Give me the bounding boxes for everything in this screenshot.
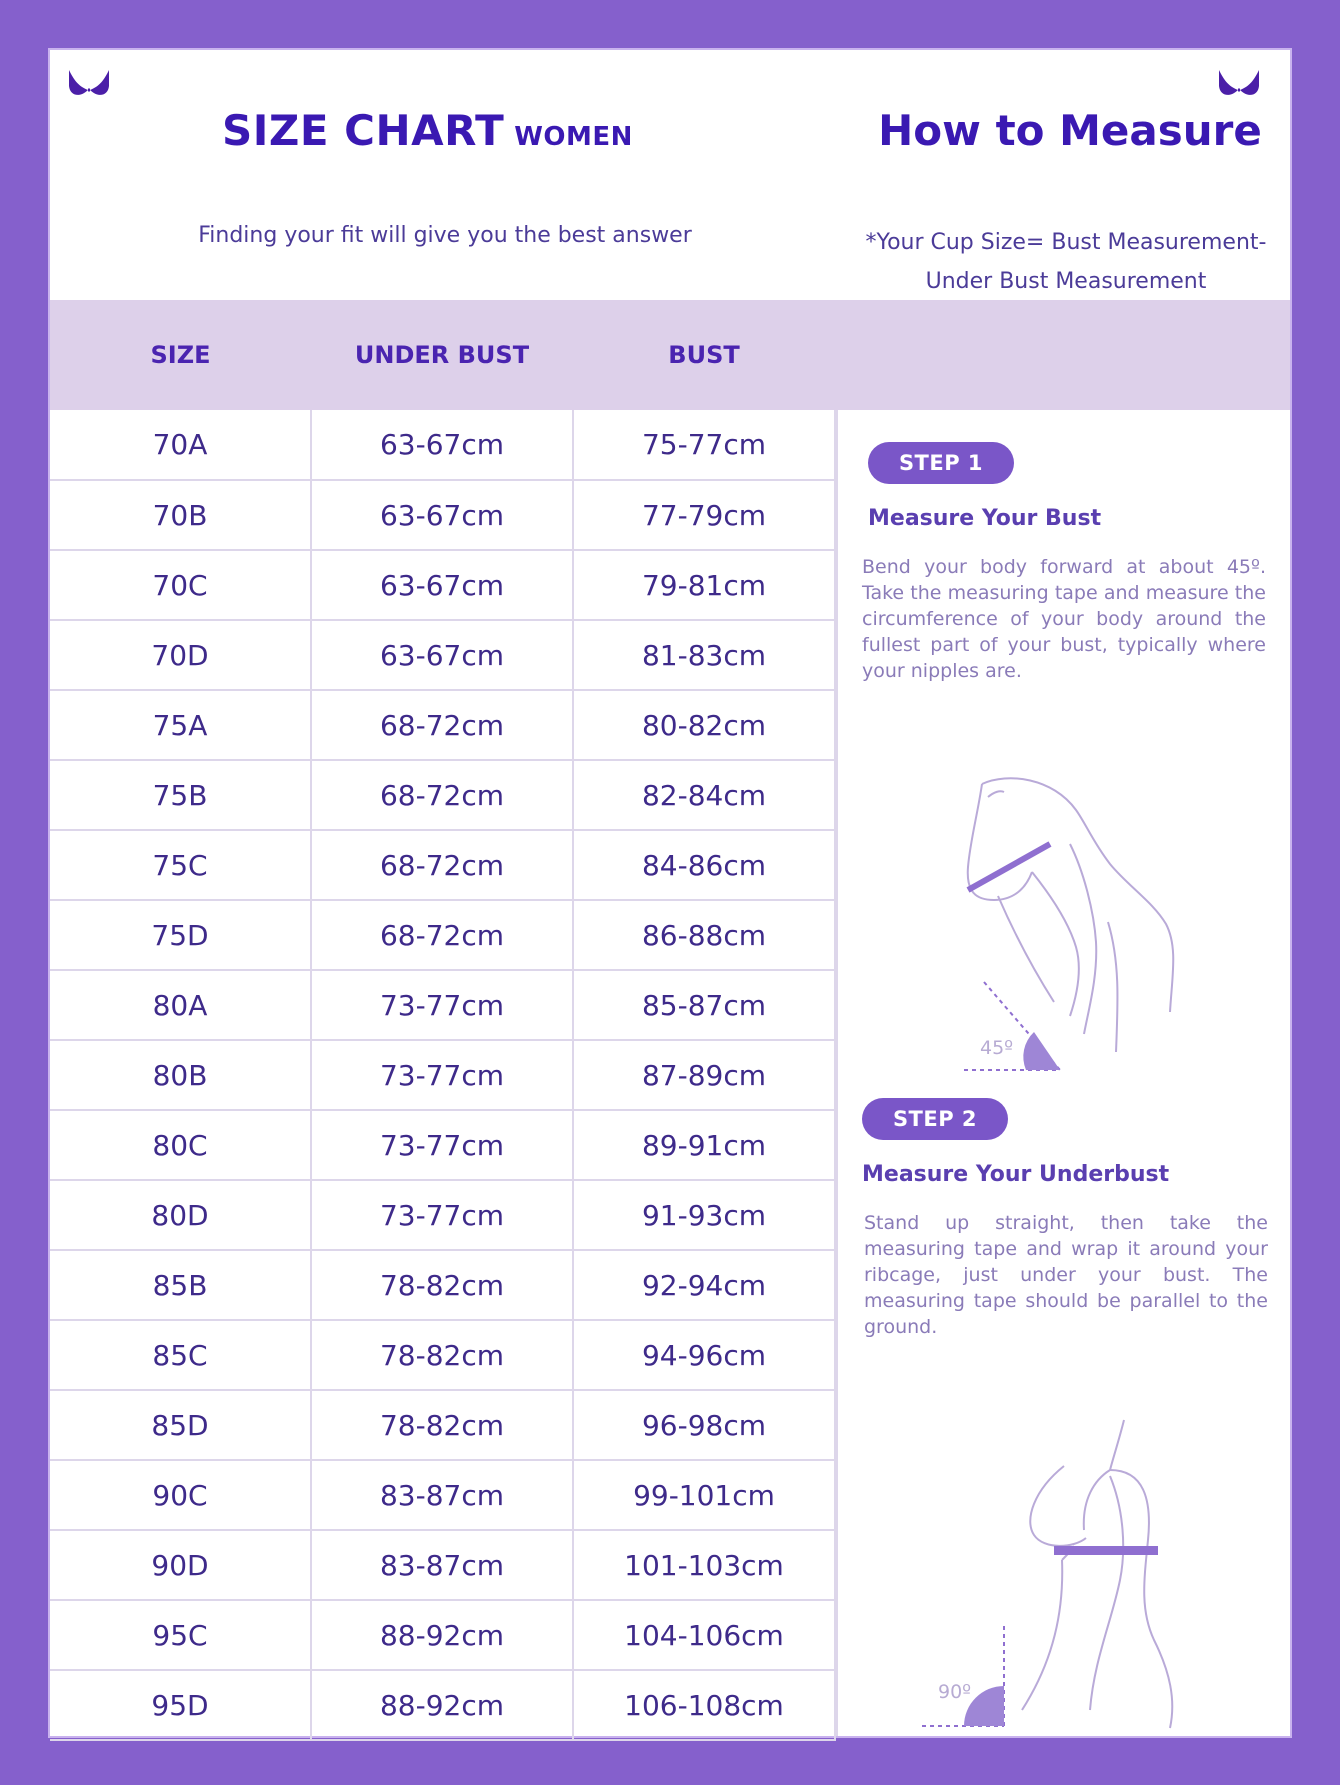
- table-row: [50, 1040, 835, 1110]
- under-bust-cell: 68-72cm: [311, 900, 573, 970]
- subtitle: Finding your fit will give you the best answer: [198, 223, 692, 248]
- table-row: [50, 970, 835, 1040]
- under-bust-cell: 78-82cm: [311, 1320, 573, 1390]
- step-2-badge: STEP 2: [862, 1098, 1008, 1140]
- column-header-bust: BUST: [668, 341, 740, 369]
- under-bust-cell: 78-82cm: [311, 1390, 573, 1460]
- table-row: [50, 690, 835, 760]
- under-bust-cell: 73-77cm: [311, 1180, 573, 1250]
- bust-cell: 75-77cm: [573, 410, 835, 480]
- bust-cell: 81-83cm: [573, 620, 835, 690]
- size-cell: 85B: [50, 1250, 311, 1320]
- table-row: [50, 1530, 835, 1600]
- bust-cell: 91-93cm: [573, 1180, 835, 1250]
- angle-45-label: 45º: [980, 1037, 1014, 1059]
- size-cell: 80A: [50, 970, 311, 1040]
- bust-cell: 77-79cm: [573, 480, 835, 550]
- under-bust-cell: 63-67cm: [311, 550, 573, 620]
- cup-size-note-line1: *Your Cup Size= Bust Measurement-: [865, 230, 1267, 255]
- under-bust-cell: 68-72cm: [311, 830, 573, 900]
- table-row: [50, 1180, 835, 1250]
- under-bust-cell: 73-77cm: [311, 970, 573, 1040]
- step-1-text: Bend your body forward at about 45º. Take the measuring tape and measure the circumference of your body around the fullest part of your bust, typically where your nipples are.: [862, 556, 1266, 682]
- title-main: SIZE CHART: [222, 106, 505, 155]
- bust-cell: 86-88cm: [573, 900, 835, 970]
- bust-cell: 99-101cm: [573, 1460, 835, 1530]
- size-chart-title: [222, 106, 633, 155]
- under-bust-cell: 83-87cm: [311, 1530, 573, 1600]
- how-to-measure-title: How to Measure: [878, 106, 1262, 155]
- size-cell: 95D: [50, 1670, 311, 1740]
- bust-cell: 106-108cm: [573, 1670, 835, 1740]
- bust-cell: 85-87cm: [573, 970, 835, 1040]
- size-cell: 70B: [50, 480, 311, 550]
- step-1-title: Measure Your Bust: [868, 506, 1102, 531]
- size-cell: 90C: [50, 1460, 311, 1530]
- table-row: [50, 900, 835, 970]
- angle-90-label: 90º: [938, 1681, 972, 1703]
- bra-logo-icon: [66, 66, 112, 104]
- column-header-under-bust: UNDER BUST: [354, 341, 530, 369]
- cup-size-note: [846, 223, 1286, 301]
- size-cell: 75A: [50, 690, 311, 760]
- size-chart-card: [50, 50, 1290, 1736]
- under-bust-cell: 88-92cm: [311, 1600, 573, 1670]
- size-cell: 95C: [50, 1600, 311, 1670]
- size-cell: 90D: [50, 1530, 311, 1600]
- underbust-measure-illustration: [914, 1410, 1214, 1730]
- bra-logo-icon: [1216, 66, 1262, 104]
- table-row: [50, 760, 835, 830]
- under-bust-cell: 73-77cm: [311, 1040, 573, 1110]
- under-bust-cell: 73-77cm: [311, 1110, 573, 1180]
- size-cell: 80D: [50, 1180, 311, 1250]
- under-bust-cell: 68-72cm: [311, 690, 573, 760]
- table-row: [50, 1460, 835, 1530]
- bust-cell: 104-106cm: [573, 1600, 835, 1670]
- bust-cell: 96-98cm: [573, 1390, 835, 1460]
- under-bust-cell: 63-67cm: [311, 410, 573, 480]
- bust-cell: 80-82cm: [573, 690, 835, 760]
- under-bust-cell: 68-72cm: [311, 760, 573, 830]
- under-bust-cell: 88-92cm: [311, 1670, 573, 1740]
- table-row: [50, 1110, 835, 1180]
- table-row: [50, 830, 835, 900]
- under-bust-cell: 78-82cm: [311, 1250, 573, 1320]
- table-header-band: [50, 300, 1290, 410]
- table-row: [50, 480, 835, 550]
- bust-cell: 87-89cm: [573, 1040, 835, 1110]
- size-cell: 70A: [50, 410, 311, 480]
- bust-cell: 92-94cm: [573, 1250, 835, 1320]
- under-bust-cell: 83-87cm: [311, 1460, 573, 1530]
- size-cell: 75B: [50, 760, 311, 830]
- title-sub: WOMEN: [514, 122, 633, 152]
- table-row: [50, 1390, 835, 1460]
- table-row: [50, 1600, 835, 1670]
- bust-measure-illustration: [958, 772, 1198, 1072]
- table-row: [50, 410, 835, 480]
- size-cell: 85D: [50, 1390, 311, 1460]
- size-cell: 75D: [50, 900, 311, 970]
- step-2-text: Stand up straight, then take the measuring tape and wrap it around your ribcage, just under your bust. The measuring tape should be parallel to the ground.: [864, 1212, 1268, 1338]
- bust-cell: 94-96cm: [573, 1320, 835, 1390]
- size-cell: 70C: [50, 550, 311, 620]
- column-header-size: SIZE: [150, 341, 211, 369]
- table-row: [50, 1320, 835, 1390]
- step-1-badge: STEP 1: [868, 442, 1014, 484]
- under-bust-cell: 63-67cm: [311, 480, 573, 550]
- size-cell: 85C: [50, 1320, 311, 1390]
- table-row: [50, 1670, 835, 1740]
- step-2-title: Measure Your Underbust: [862, 1162, 1170, 1187]
- bust-cell: 84-86cm: [573, 830, 835, 900]
- size-cell: 80B: [50, 1040, 311, 1110]
- size-cell: 80C: [50, 1110, 311, 1180]
- table-row: [50, 620, 835, 690]
- bust-cell: 82-84cm: [573, 760, 835, 830]
- under-bust-cell: 63-67cm: [311, 620, 573, 690]
- table-row: [50, 550, 835, 620]
- bust-cell: 89-91cm: [573, 1110, 835, 1180]
- size-table: [50, 410, 836, 1741]
- size-cell: 75C: [50, 830, 311, 900]
- table-row: [50, 1250, 835, 1320]
- bust-cell: 101-103cm: [573, 1530, 835, 1600]
- cup-size-note-line2: Under Bust Measurement: [925, 269, 1207, 294]
- bust-cell: 79-81cm: [573, 550, 835, 620]
- size-cell: 70D: [50, 620, 311, 690]
- how-to-measure-panel: [836, 410, 1292, 1736]
